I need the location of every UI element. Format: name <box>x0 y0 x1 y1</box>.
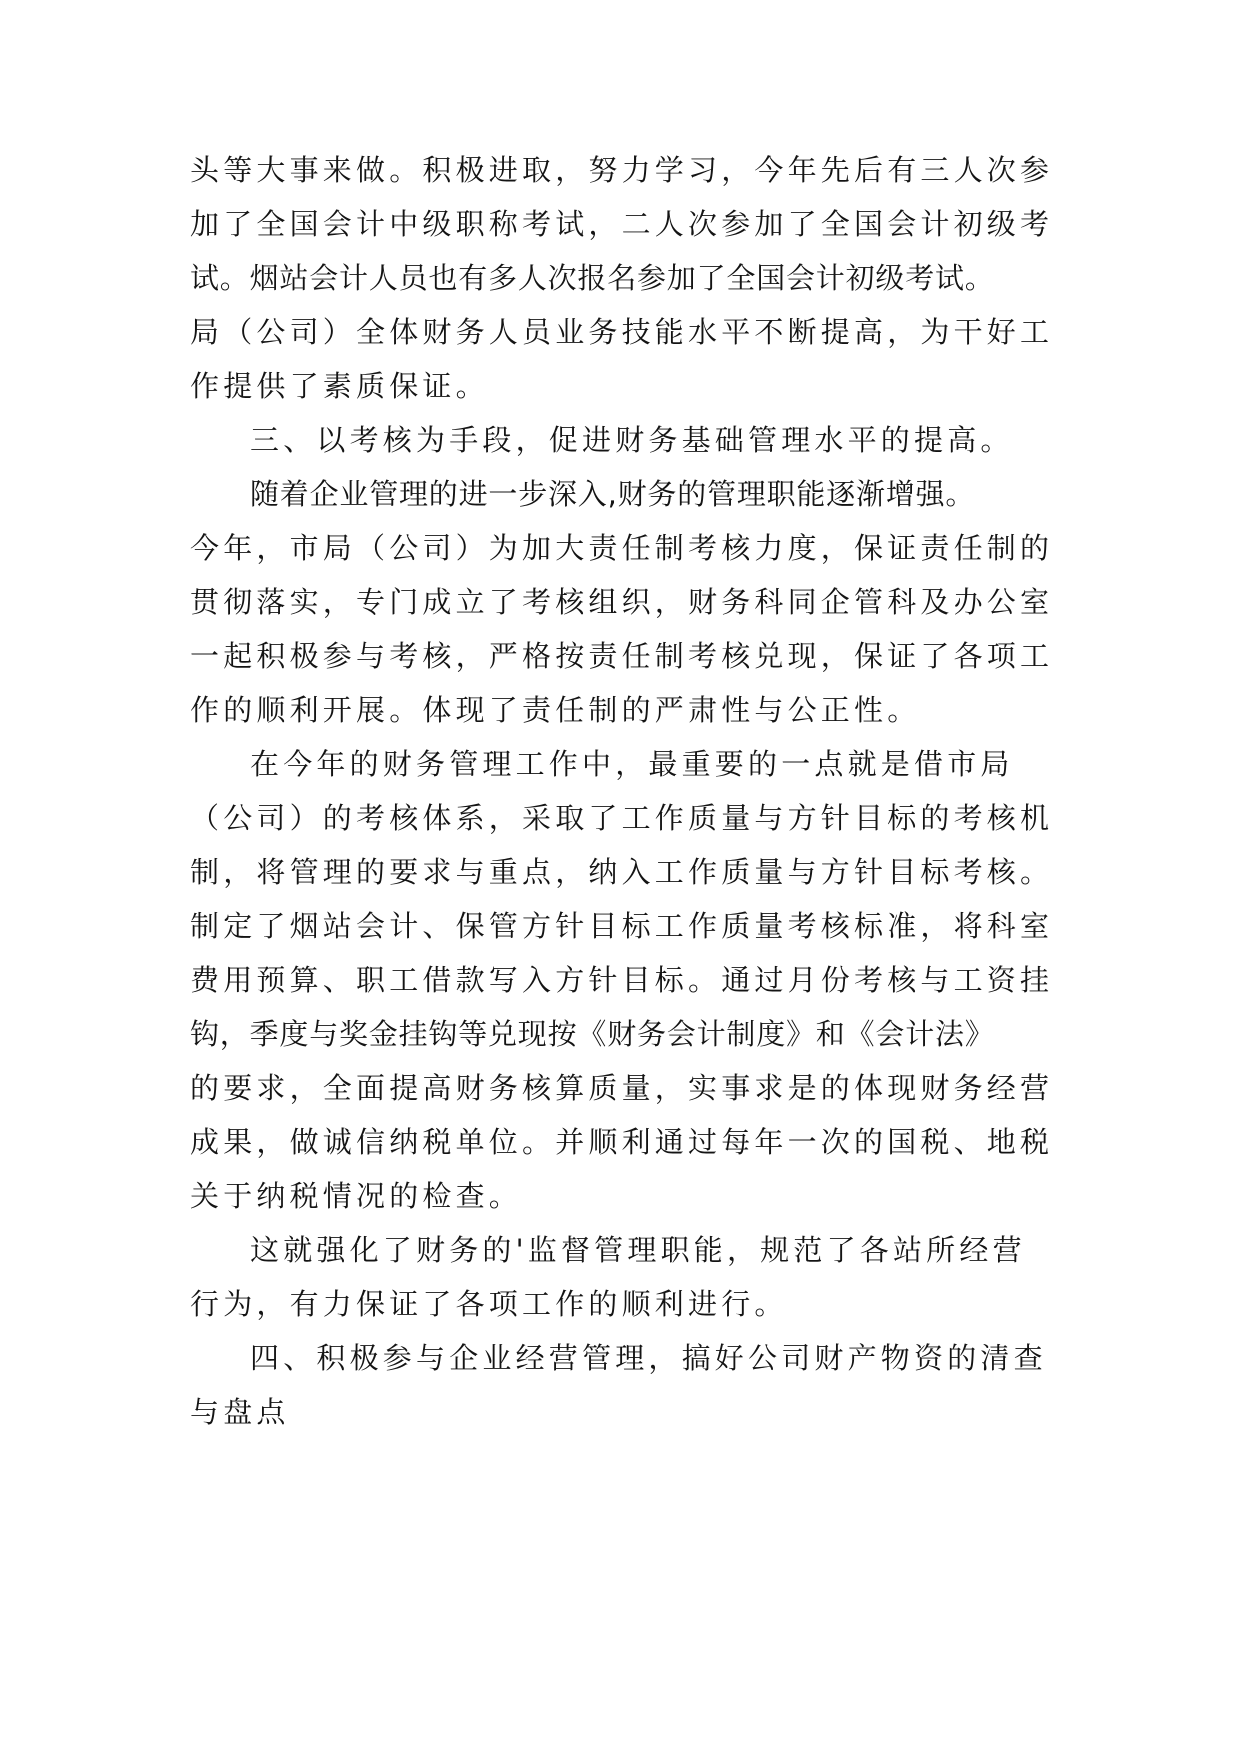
text-line: 钩，季度与奖金挂钩等兑现按《财务会计制度》和《会计法》 <box>190 1017 995 1051</box>
text-line: 加了全国会计中级职称考试，二人次参加了全国会计初级考 <box>190 207 1054 241</box>
section-heading: 四、积极参与企业经营管理，搞好公司财产物资的清查 <box>250 1341 1047 1375</box>
text-line: 今年，市局（公司）为加大责任制考核力度，保证责任制的 <box>190 531 1054 565</box>
text-line: 行为，有力保证了各项工作的顺利进行。 <box>190 1287 788 1321</box>
text-line: 在今年的财务管理工作中，最重要的一点就是借市局 <box>250 747 1014 781</box>
text-line: 随着企业管理的进一步深入,财务的管理职能逐渐增强。 <box>250 477 976 511</box>
section-heading: 三、以考核为手段，促进财务基础管理水平的提高。 <box>250 423 1014 457</box>
text-line: 费用预算、职工借款写入方针目标。通过月份考核与工资挂 <box>190 963 1054 997</box>
text-line: （公司）的考核体系，采取了工作质量与方针目标的考核机 <box>190 801 1054 835</box>
text-line: 这就强化了财务的'监督管理职能，规范了各站所经营 <box>250 1233 1026 1267</box>
text-line: 关于纳税情况的检查。 <box>190 1179 523 1213</box>
text-line: 贯彻落实，专门成立了考核组织，财务科同企管科及办公室 <box>190 585 1054 619</box>
text-line: 的要求，全面提高财务核算质量，实事求是的体现财务经营 <box>190 1071 1054 1105</box>
text-line: 试。烟站会计人员也有多人次报名参加了全国会计初级考试。 <box>190 261 995 295</box>
text-line: 作提供了素质保证。 <box>190 369 489 403</box>
text-line: 制，将管理的要求与重点，纳入工作质量与方针目标考核。 <box>190 855 1054 889</box>
text-line: 一起积极参与考核，严格按责任制考核兑现，保证了各项工 <box>190 639 1054 673</box>
text-line: 头等大事来做。积极进取，努力学习，今年先后有三人次参 <box>190 153 1054 187</box>
text-line: 局（公司）全体财务人员业务技能水平不断提高，为干好工 <box>190 315 1054 349</box>
section-heading-continued: 与盘点 <box>190 1395 290 1429</box>
text-line: 成果，做诚信纳税单位。并顺利通过每年一次的国税、地税 <box>190 1125 1054 1159</box>
text-line: 作的顺利开展。体现了责任制的严肃性与公正性。 <box>190 693 921 727</box>
text-line: 制定了烟站会计、保管方针目标工作质量考核标准，将科室 <box>190 909 1054 943</box>
